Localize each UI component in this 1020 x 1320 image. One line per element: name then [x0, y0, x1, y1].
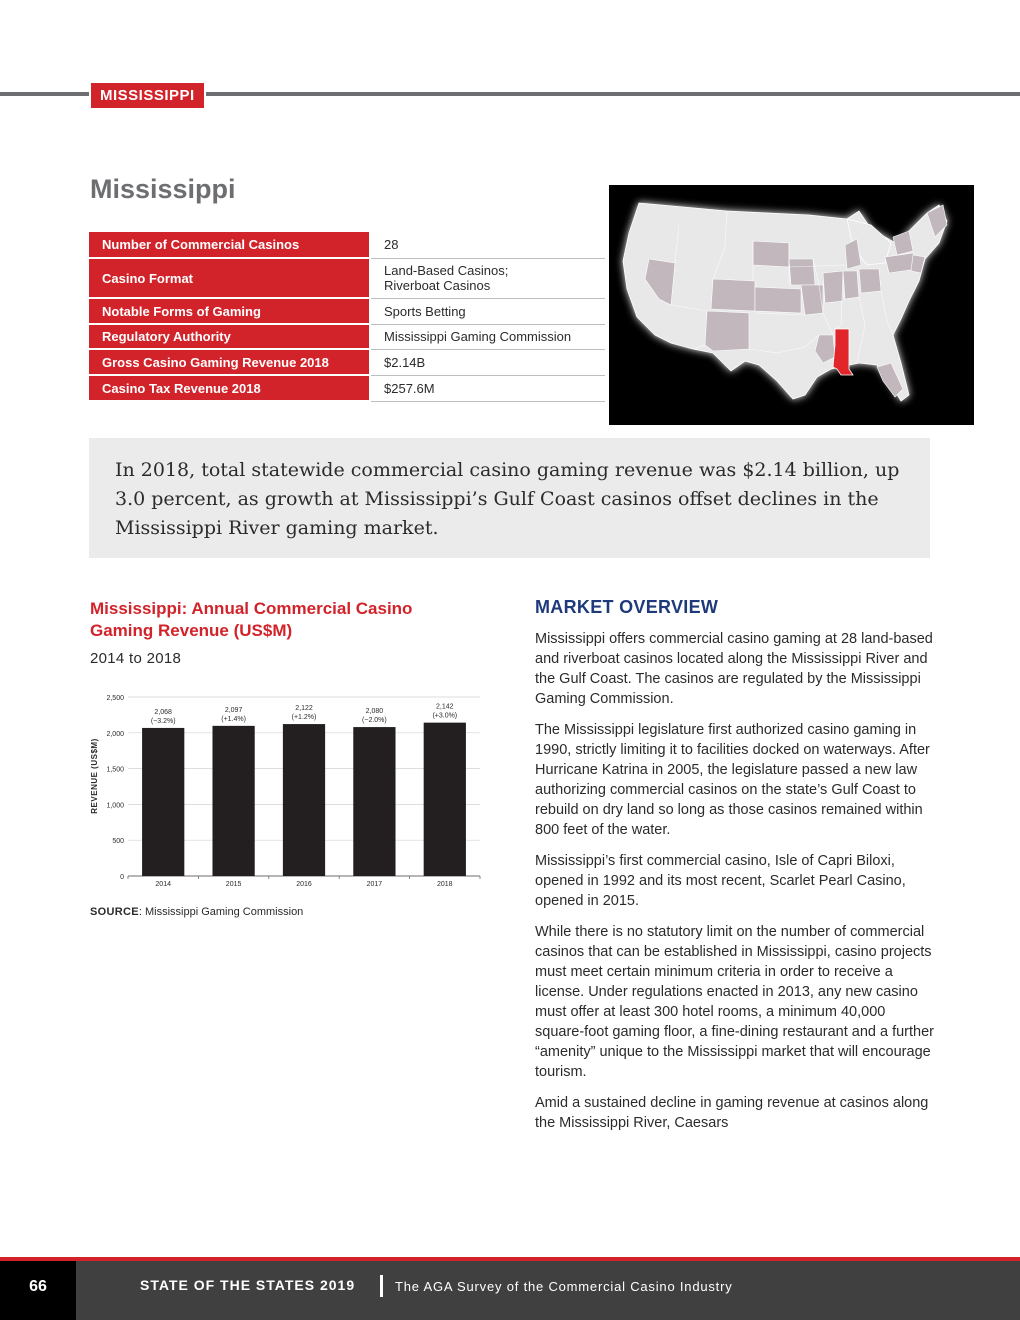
overview-paragraph: While there is no statutory limit on the number of commercial casinos that can be established in Mississippi, casino projects must meet certain minimum criteria in order to receive a license. Under regulations enacted in 2013, any new casino must offer at least 300 hotel rooms, a minimum 40,000 square-foot gaming floor, a fine-dining restaurant and a further “amenity” unique to the Mississippi market that will encourage tourism. — [535, 924, 934, 1080]
facts-row — [89, 375, 605, 401]
y-axis-label: REVENUE (US$M) — [90, 738, 99, 814]
facts-table — [89, 232, 605, 402]
x-tick-label: 2018 — [437, 881, 453, 888]
bar-change-label: (+3.0%) — [432, 712, 458, 720]
overview-heading: MARKET OVERVIEW — [535, 597, 719, 617]
y-tick-label: 500 — [112, 838, 124, 846]
revenue-chart — [88, 688, 488, 903]
source-label: SOURCE — [90, 906, 139, 918]
fact-value: Sports Betting — [370, 298, 605, 324]
fact-label: Casino Format — [89, 258, 370, 298]
us-map-graphic — [609, 185, 974, 425]
fact-value: $257.6M — [370, 375, 605, 401]
x-tick-label: 2015 — [225, 881, 242, 888]
source-text: : Mississippi Gaming Commission — [138, 906, 304, 918]
bar-value-label: 2,080 — [365, 708, 384, 716]
us-map — [609, 185, 974, 425]
fact-value-line: Land-Based Casinos; — [384, 263, 509, 278]
bar-change-label: (+1.4%) — [221, 715, 246, 723]
fact-value — [370, 258, 605, 298]
facts-row — [89, 232, 605, 258]
bar — [142, 728, 184, 876]
chart-subtitle: 2014 to 2018 — [90, 650, 182, 667]
overview-paragraph: Mississippi offers commercial casino gaming at 28 land-based and riverboat casinos located along the Mississippi River and the Gulf Coast. The casinos are regulated by the Mississippi Gaming Commission. — [535, 631, 933, 707]
facts-row — [89, 258, 605, 298]
bar — [424, 723, 466, 876]
x-tick-label: 2017 — [366, 881, 383, 888]
fact-value-line: Riverboat Casinos — [384, 278, 491, 293]
y-tick-label: 2,000 — [106, 730, 124, 738]
y-tick-label: 1,000 — [106, 802, 124, 810]
fact-value: $2.14B — [370, 349, 605, 375]
summary-text: In 2018, total statewide commercial casino gaming revenue was $2.14 billion, up 3.0 percent, as growth at Mississippi’s Gulf Coast casinos offset declines in the Mississippi River gaming market. — [115, 459, 900, 539]
summary-callout — [89, 438, 930, 558]
facts-row — [89, 324, 605, 349]
facts-row — [89, 298, 605, 324]
x-tick-label: 2014 — [155, 881, 171, 888]
overview-paragraph: Mississippi’s first commercial casino, Isle of Capri Biloxi, opened in 1992 and its most recent, Scarlet Pearl Casino, opened in 2015. — [535, 853, 906, 909]
y-tick-label: 2,500 — [106, 695, 124, 702]
bar — [212, 726, 254, 876]
y-tick-label: 0 — [120, 874, 124, 881]
footer-separator — [380, 1275, 383, 1297]
bar — [283, 724, 325, 876]
footer-subtitle: The AGA Survey of the Commercial Casino Industry — [395, 1279, 733, 1294]
x-tick-label: 2016 — [296, 881, 312, 888]
overview-paragraph: Amid a sustained decline in gaming revenue at casinos along the Mississippi River, Caesars — [535, 1095, 929, 1131]
bar — [353, 727, 395, 876]
page-number: 66 — [0, 1261, 76, 1320]
fact-value: 28 — [370, 232, 605, 258]
page-title: Mississippi — [90, 174, 236, 204]
overview-paragraph: The Mississippi legislature first authorized casino gaming in 1990, strictly limiting it to facilities docked on waterways. After Hurricane Katrina in 2005, the legislature passed a new law authorizing commercial casinos on the state’s Gulf Coast to rebuild on dry land so long as those casinos remained within 800 feet of the water. — [535, 722, 930, 838]
bar-value-label: 2,097 — [224, 706, 243, 714]
bar-change-label: (+1.2%) — [291, 714, 317, 722]
bar-value-label: 2,122 — [295, 705, 313, 713]
chart-title: Mississippi: Annual Commercial Casino Gaming Revenue (US$M) — [90, 599, 413, 640]
bar-value-label: 2,068 — [154, 708, 172, 716]
footer-title: STATE OF THE STATES 2019 — [140, 1277, 356, 1293]
fact-label: Gross Casino Gaming Revenue 2018 — [89, 349, 370, 375]
bar-change-label: (−2.0%) — [362, 717, 387, 725]
bar-change-label: (−3.2%) — [150, 717, 176, 725]
fact-value: Mississippi Gaming Commission — [370, 324, 605, 349]
facts-row — [89, 349, 605, 375]
fact-label: Notable Forms of Gaming — [89, 298, 370, 324]
fact-label: Casino Tax Revenue 2018 — [89, 375, 370, 401]
state-tab: MISSISSIPPI — [89, 81, 206, 110]
fact-label: Regulatory Authority — [89, 324, 370, 349]
overview-body — [535, 629, 935, 1144]
chart-source — [90, 906, 303, 918]
fact-label: Number of Commercial Casinos — [89, 232, 370, 258]
bar-value-label: 2,142 — [436, 703, 454, 711]
y-tick-label: 1,500 — [106, 766, 124, 774]
revenue-chart-svg — [88, 688, 488, 898]
